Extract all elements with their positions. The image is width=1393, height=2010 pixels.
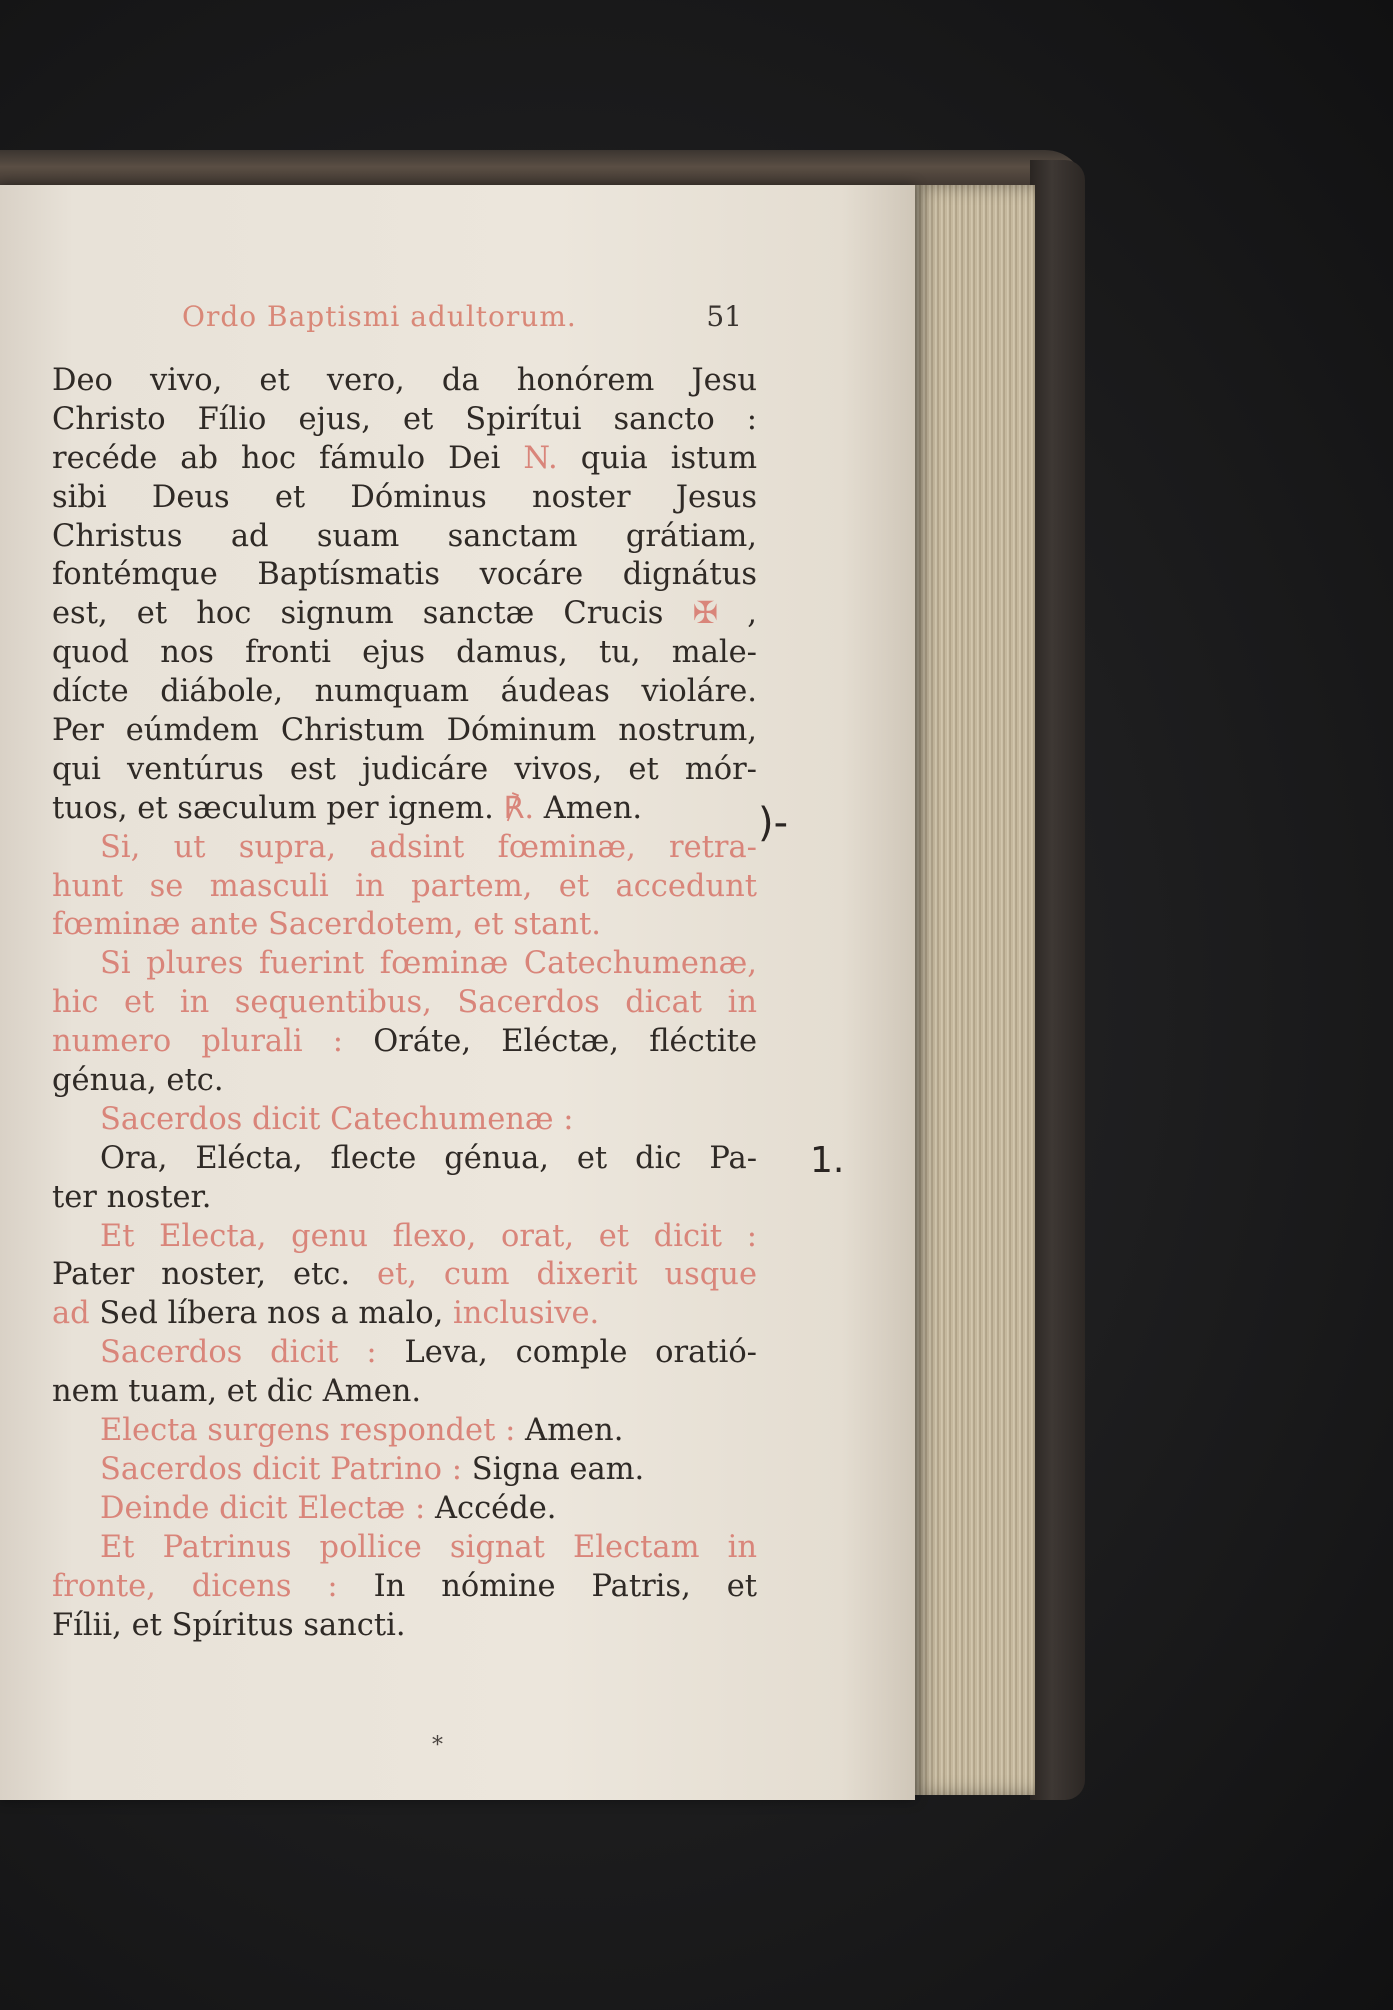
margin-mark: )- [758, 800, 789, 846]
text-line [52, 1373, 757, 1412]
rubric-text: hic et in sequentibus, Sacerdos dicat in [52, 985, 757, 1021]
text-line [52, 945, 757, 984]
body-text: dícte diábole, numquam áudeas violáre. [52, 674, 757, 710]
rubric-text: Si plures fuerint fœminæ Catechumenæ, [100, 946, 757, 982]
body-text: tuos, et sæculum per ignem. [52, 790, 504, 826]
rubric-text: Sacerdos dicit Catechumenæ : [100, 1101, 574, 1137]
rubric-text: Deinde dicit Electæ : [100, 1490, 435, 1526]
text-line [52, 1568, 757, 1607]
text-line [52, 984, 757, 1023]
text-line [52, 673, 757, 712]
body-text: Amen. [534, 790, 643, 826]
rubric-text: Et Electa, genu flexo, orat, et dicit : [100, 1218, 757, 1254]
body-text: Ora, Elécta, flecte génua, et dic Pa- [100, 1140, 757, 1176]
rubric-text: ad [52, 1296, 100, 1332]
page-number: 51 [706, 300, 742, 333]
text-line [52, 829, 757, 868]
body-text: ter noster. [52, 1179, 212, 1215]
rubric-text: Sacerdos dicit Patrino : [100, 1451, 472, 1487]
text-line [52, 1490, 757, 1529]
text-line [52, 790, 757, 829]
rubric-text: fœminæ ante Sacerdotem, et stant. [52, 907, 601, 943]
text-line [52, 401, 757, 440]
text-line [52, 906, 757, 945]
text-line [52, 1023, 757, 1062]
body-text: Christo Fílio ejus, et Spirítui sancto : [52, 401, 757, 437]
body-text: recéde ab hoc fámulo Dei [52, 440, 524, 476]
body-text: nem tuam, et dic Amen. [52, 1374, 422, 1410]
body-text: sibi Deus et Dóminus noster Jesus [52, 479, 757, 515]
text-line [52, 1179, 757, 1218]
rubric-text: Sacerdos dicit : [100, 1335, 405, 1371]
body-text: In nómine Patris, et [373, 1568, 757, 1604]
header-title: Ordo Baptismi adultorum. [182, 300, 577, 333]
body-text: fontémque Baptísmatis vocáre dignátus [52, 557, 757, 593]
page-edges [910, 185, 1035, 1795]
body-text: Accéde. [434, 1490, 557, 1526]
body-text: Per eúmdem Christum Dóminum nostrum, [52, 713, 757, 749]
rubric-text: inclusive. [452, 1296, 600, 1332]
text-line [52, 440, 757, 479]
body-text: Signa eam. [471, 1451, 645, 1487]
body-text: qui ventúrus est judicáre vivos, et mór- [52, 751, 757, 787]
text-line [52, 518, 757, 557]
body-text: Fílii, et Spíritus sancti. [52, 1607, 406, 1643]
text-line [52, 1256, 757, 1295]
rubric-text: Si, ut supra, adsint fœminæ, retra- [100, 829, 757, 865]
running-header [182, 300, 742, 350]
body-text: Amen. [525, 1413, 624, 1449]
body-text: est, et hoc signum sanctæ Crucis [52, 596, 693, 632]
body-text: génua, etc. [52, 1063, 224, 1099]
text-line [52, 751, 757, 790]
text-line [52, 479, 757, 518]
text-line [52, 1451, 757, 1490]
text-line [52, 1529, 757, 1568]
body-text: Christus ad suam sanctam grátiam, [52, 518, 757, 554]
body-text: quia istum [557, 440, 757, 476]
text-line [52, 868, 757, 907]
rubric-text: numero plurali : [52, 1024, 374, 1060]
book-spine [1030, 160, 1085, 1800]
text-line [52, 1334, 757, 1373]
rubric-text: N. [523, 440, 558, 476]
rubric-text: Et Patrinus pollice signat Electam in [100, 1529, 757, 1565]
body-text: Pater noster, etc. [52, 1257, 377, 1293]
body-text: , [718, 596, 757, 632]
rubric-text: ✠ [692, 596, 719, 632]
text-line [52, 1062, 757, 1101]
body-text: Oráte, Eléctæ, fléctite [373, 1024, 757, 1060]
body-text: quod nos fronti ejus damus, tu, male- [52, 635, 757, 671]
text-line [52, 1101, 757, 1140]
body-text: Deo vivo, et vero, da honórem Jesu [52, 363, 757, 398]
text-line [52, 1140, 757, 1179]
text-line [52, 556, 757, 595]
text-line [52, 1412, 757, 1451]
footer-mark: * [432, 1733, 443, 1758]
rubric-text: hunt se masculi in partem, et accedunt [52, 868, 757, 904]
text-line [52, 595, 757, 634]
rubric-text: ℟. [503, 790, 535, 826]
rubric-text: et, cum dixerit usque [376, 1257, 757, 1293]
body-text: Leva, comple oratió- [404, 1335, 757, 1371]
body-text: Sed líbera nos a malo, [99, 1296, 453, 1332]
text-line [52, 1218, 757, 1257]
text-line [52, 1607, 757, 1646]
margin-mark: 1. [810, 1140, 845, 1181]
text-line [52, 1295, 757, 1334]
text-line [52, 712, 757, 751]
text-line [52, 362, 757, 401]
rubric-text: Electa surgens respondet : [100, 1413, 526, 1449]
page-text [52, 362, 757, 1645]
text-line [52, 634, 757, 673]
rubric-text: fronte, dicens : [52, 1568, 374, 1604]
